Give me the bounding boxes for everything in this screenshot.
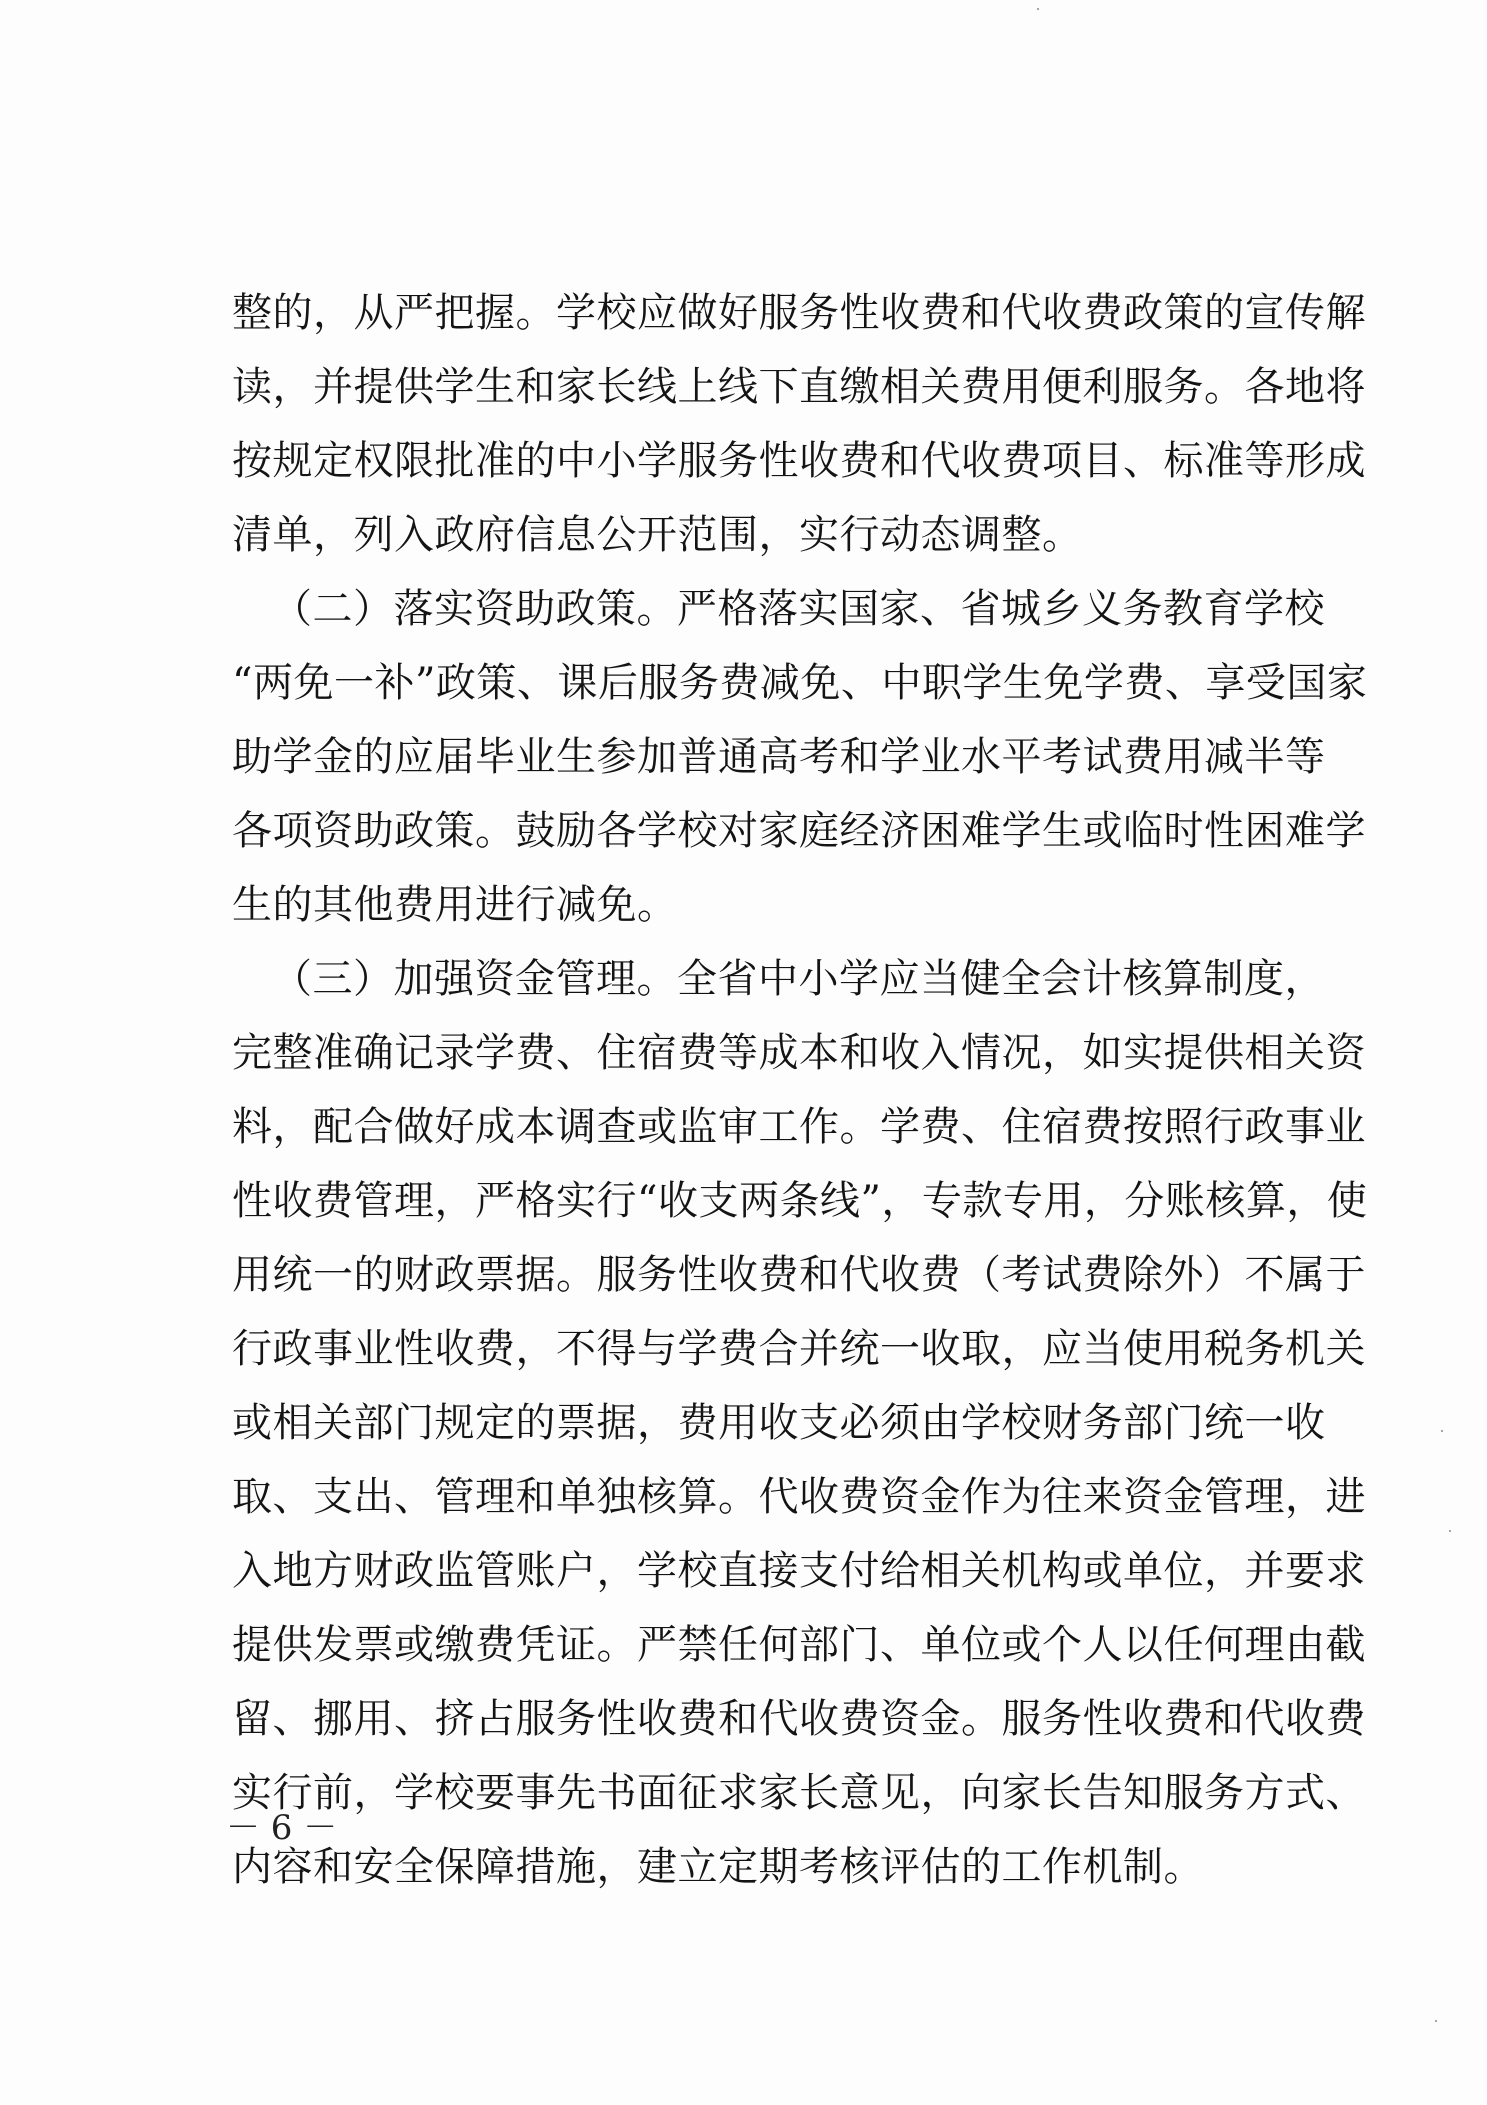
- text-line: 或相关部门规定的票据，费用收支必须由学校财务部门统一收: [232, 1400, 1326, 1446]
- paragraph-heading-line: （二）落实资助政策。严格落实国家、省城乡义务教育学校: [272, 586, 1325, 632]
- text-line: 内容和安全保障措施，建立定期考核评估的工作机制。: [232, 1844, 1204, 1890]
- text-line: 生的其他费用进行减免。: [232, 882, 678, 928]
- page-number: － 6 －: [226, 1808, 338, 1848]
- text-line: 整的，从严把握。学校应做好服务性收费和代收费政策的宣传解: [232, 290, 1366, 336]
- text-line: 助学金的应届毕业生参加普通高考和学业水平考试费用减半等: [232, 734, 1326, 780]
- paragraph-heading-line: （三）加强资金管理。全省中小学应当健全会计核算制度，: [272, 956, 1325, 1002]
- text-line: 入地方财政监管账户，学校直接支付给相关机构或单位，并要求: [232, 1548, 1366, 1594]
- scan-speck: [1449, 1530, 1451, 1532]
- text-line: 读，并提供学生和家长线上线下直缴相关费用便利服务。各地将: [232, 364, 1366, 410]
- text-line: 行政事业性收费，不得与学费合并统一收取，应当使用税务机关: [232, 1326, 1366, 1372]
- text-line: 用统一的财政票据。服务性收费和代收费（考试费除外）不属于: [232, 1252, 1366, 1298]
- text-line: 完整准确记录学费、住宿费等成本和收入情况，如实提供相关资: [232, 1030, 1366, 1076]
- body-text: [232, 276, 1368, 1904]
- text-line: 各项资助政策。鼓励各学校对家庭经济困难学生或临时性困难学: [232, 808, 1366, 854]
- text-line: 料，配合做好成本调查或监审工作。学费、住宿费按照行政事业: [232, 1104, 1366, 1150]
- text-line: 提供发票或缴费凭证。严禁任何部门、单位或个人以任何理由截: [232, 1622, 1366, 1668]
- scan-speck: [1441, 1430, 1443, 1432]
- scan-speck: [1435, 2020, 1437, 2022]
- text-line: “两免一补”政策、课后服务费减免、中职学生免学费、享受国家: [232, 660, 1368, 706]
- text-line: 清单，列入政府信息公开范围，实行动态调整。: [232, 512, 1083, 558]
- text-line: 取、支出、管理和单独核算。代收费资金作为往来资金管理，进: [232, 1474, 1366, 1520]
- text-line: 留、挪用、挤占服务性收费和代收费资金。服务性收费和代收费: [232, 1696, 1366, 1742]
- text-line: 性收费管理，严格实行“收支两条线”，专款专用，分账核算，使: [232, 1178, 1368, 1224]
- scan-speck: [1037, 8, 1039, 10]
- text-line: 实行前，学校要事先书面征求家长意见，向家长告知服务方式、: [232, 1770, 1366, 1816]
- text-line: 按规定权限批准的中小学服务性收费和代收费项目、标准等形成: [232, 438, 1366, 484]
